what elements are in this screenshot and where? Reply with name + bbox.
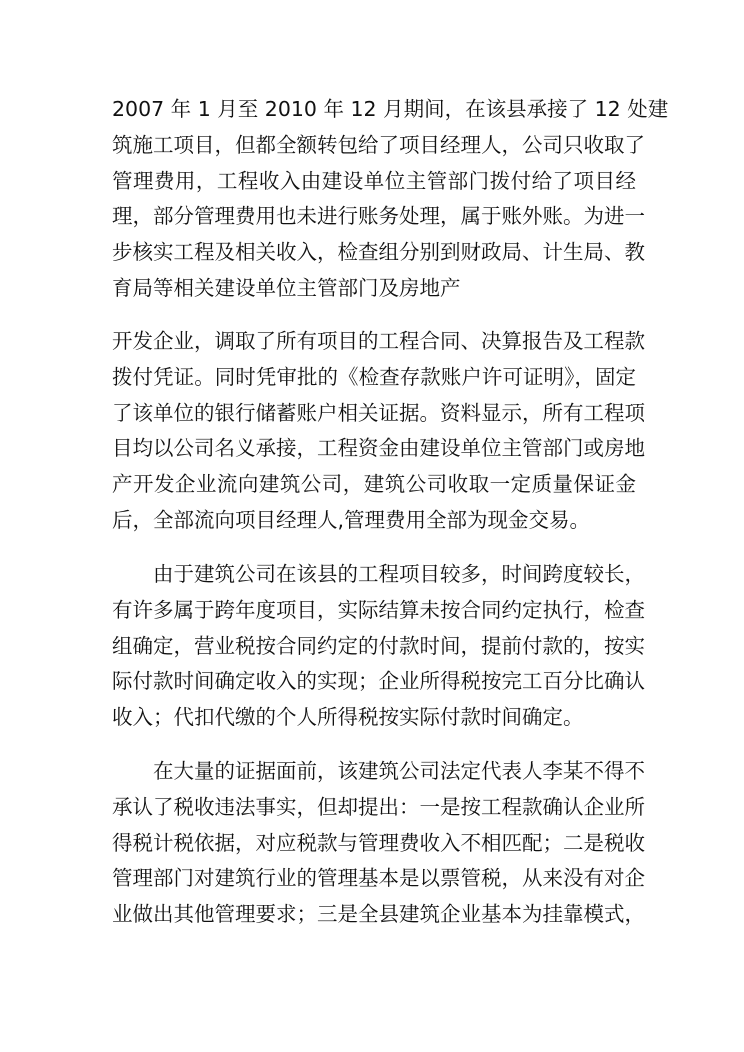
text-line: 步核实工程及相关收入，检查组分别到财政局、计生局、教: [112, 240, 645, 265]
paragraph-3: [112, 557, 645, 736]
paragraph-2: [112, 324, 645, 539]
text-line: 由于建筑公司在该县的工程项目较多，时间跨度较长，: [112, 562, 645, 586]
text-line: 理，部分管理费用也未进行账务处理，属于账外账。为进一: [112, 204, 645, 229]
text-line: 目均以公司名义承接，工程资金由建设单位主管部门或房地: [112, 436, 645, 461]
text-line: 管理费用，工程收入由建设单位主管部门拨付给了项目经: [112, 168, 636, 193]
paragraph-4: [112, 754, 645, 933]
text-line: 2007 年 1 月至 2010 年 12 月期间，在该县承接了 12 处建: [112, 97, 669, 121]
text-line: 管理部门对建筑行业的管理基本是以票管税，从来没有对企: [112, 866, 645, 891]
text-line: 后，全部流向项目经理人,管理费用全部为现金交易。: [112, 507, 591, 532]
text-line: 产开发企业流向建筑公司，建筑公司收取一定质量保证金: [112, 472, 636, 497]
text-line: 有许多属于跨年度项目，实际结算未按合同约定执行，检查: [112, 597, 645, 622]
paragraph-1: [112, 92, 669, 307]
text-line: 育局等相关建设单位主管部门及房地产: [112, 275, 461, 300]
text-line: 得税计税依据，对应税款与管理费收入不相匹配；二是税收: [112, 830, 645, 855]
text-line: 际付款时间确定收入的实现；企业所得税按完工百分比确认: [112, 669, 645, 694]
text-line: 开发企业，调取了所有项目的工程合同、决算报告及工程款: [112, 329, 645, 353]
text-line: 承认了税收违法事实，但却提出：一是按工程款确认企业所: [112, 794, 645, 819]
text-line: 了该单位的银行储蓄账户相关证据。资料显示，所有工程项: [112, 400, 645, 425]
text-line: 拨付凭证。同时凭审批的《检查存款账户许可证明》，固定: [112, 364, 636, 389]
text-line: 收入；代扣代缴的个人所得税按实际付款时间确定。: [112, 705, 584, 730]
text-line: 业做出其他管理要求；三是全县建筑企业基本为挂靠模式，: [112, 902, 645, 927]
text-line: 组确定，营业税按合同约定的付款时间，提前付款的，按实: [112, 633, 645, 658]
text-line: 在大量的证据面前，该建筑公司法定代表人李某不得不: [112, 759, 645, 783]
text-line: 筑施工项目，但都全额转包给了项目经理人，公司只收取了: [112, 132, 645, 157]
